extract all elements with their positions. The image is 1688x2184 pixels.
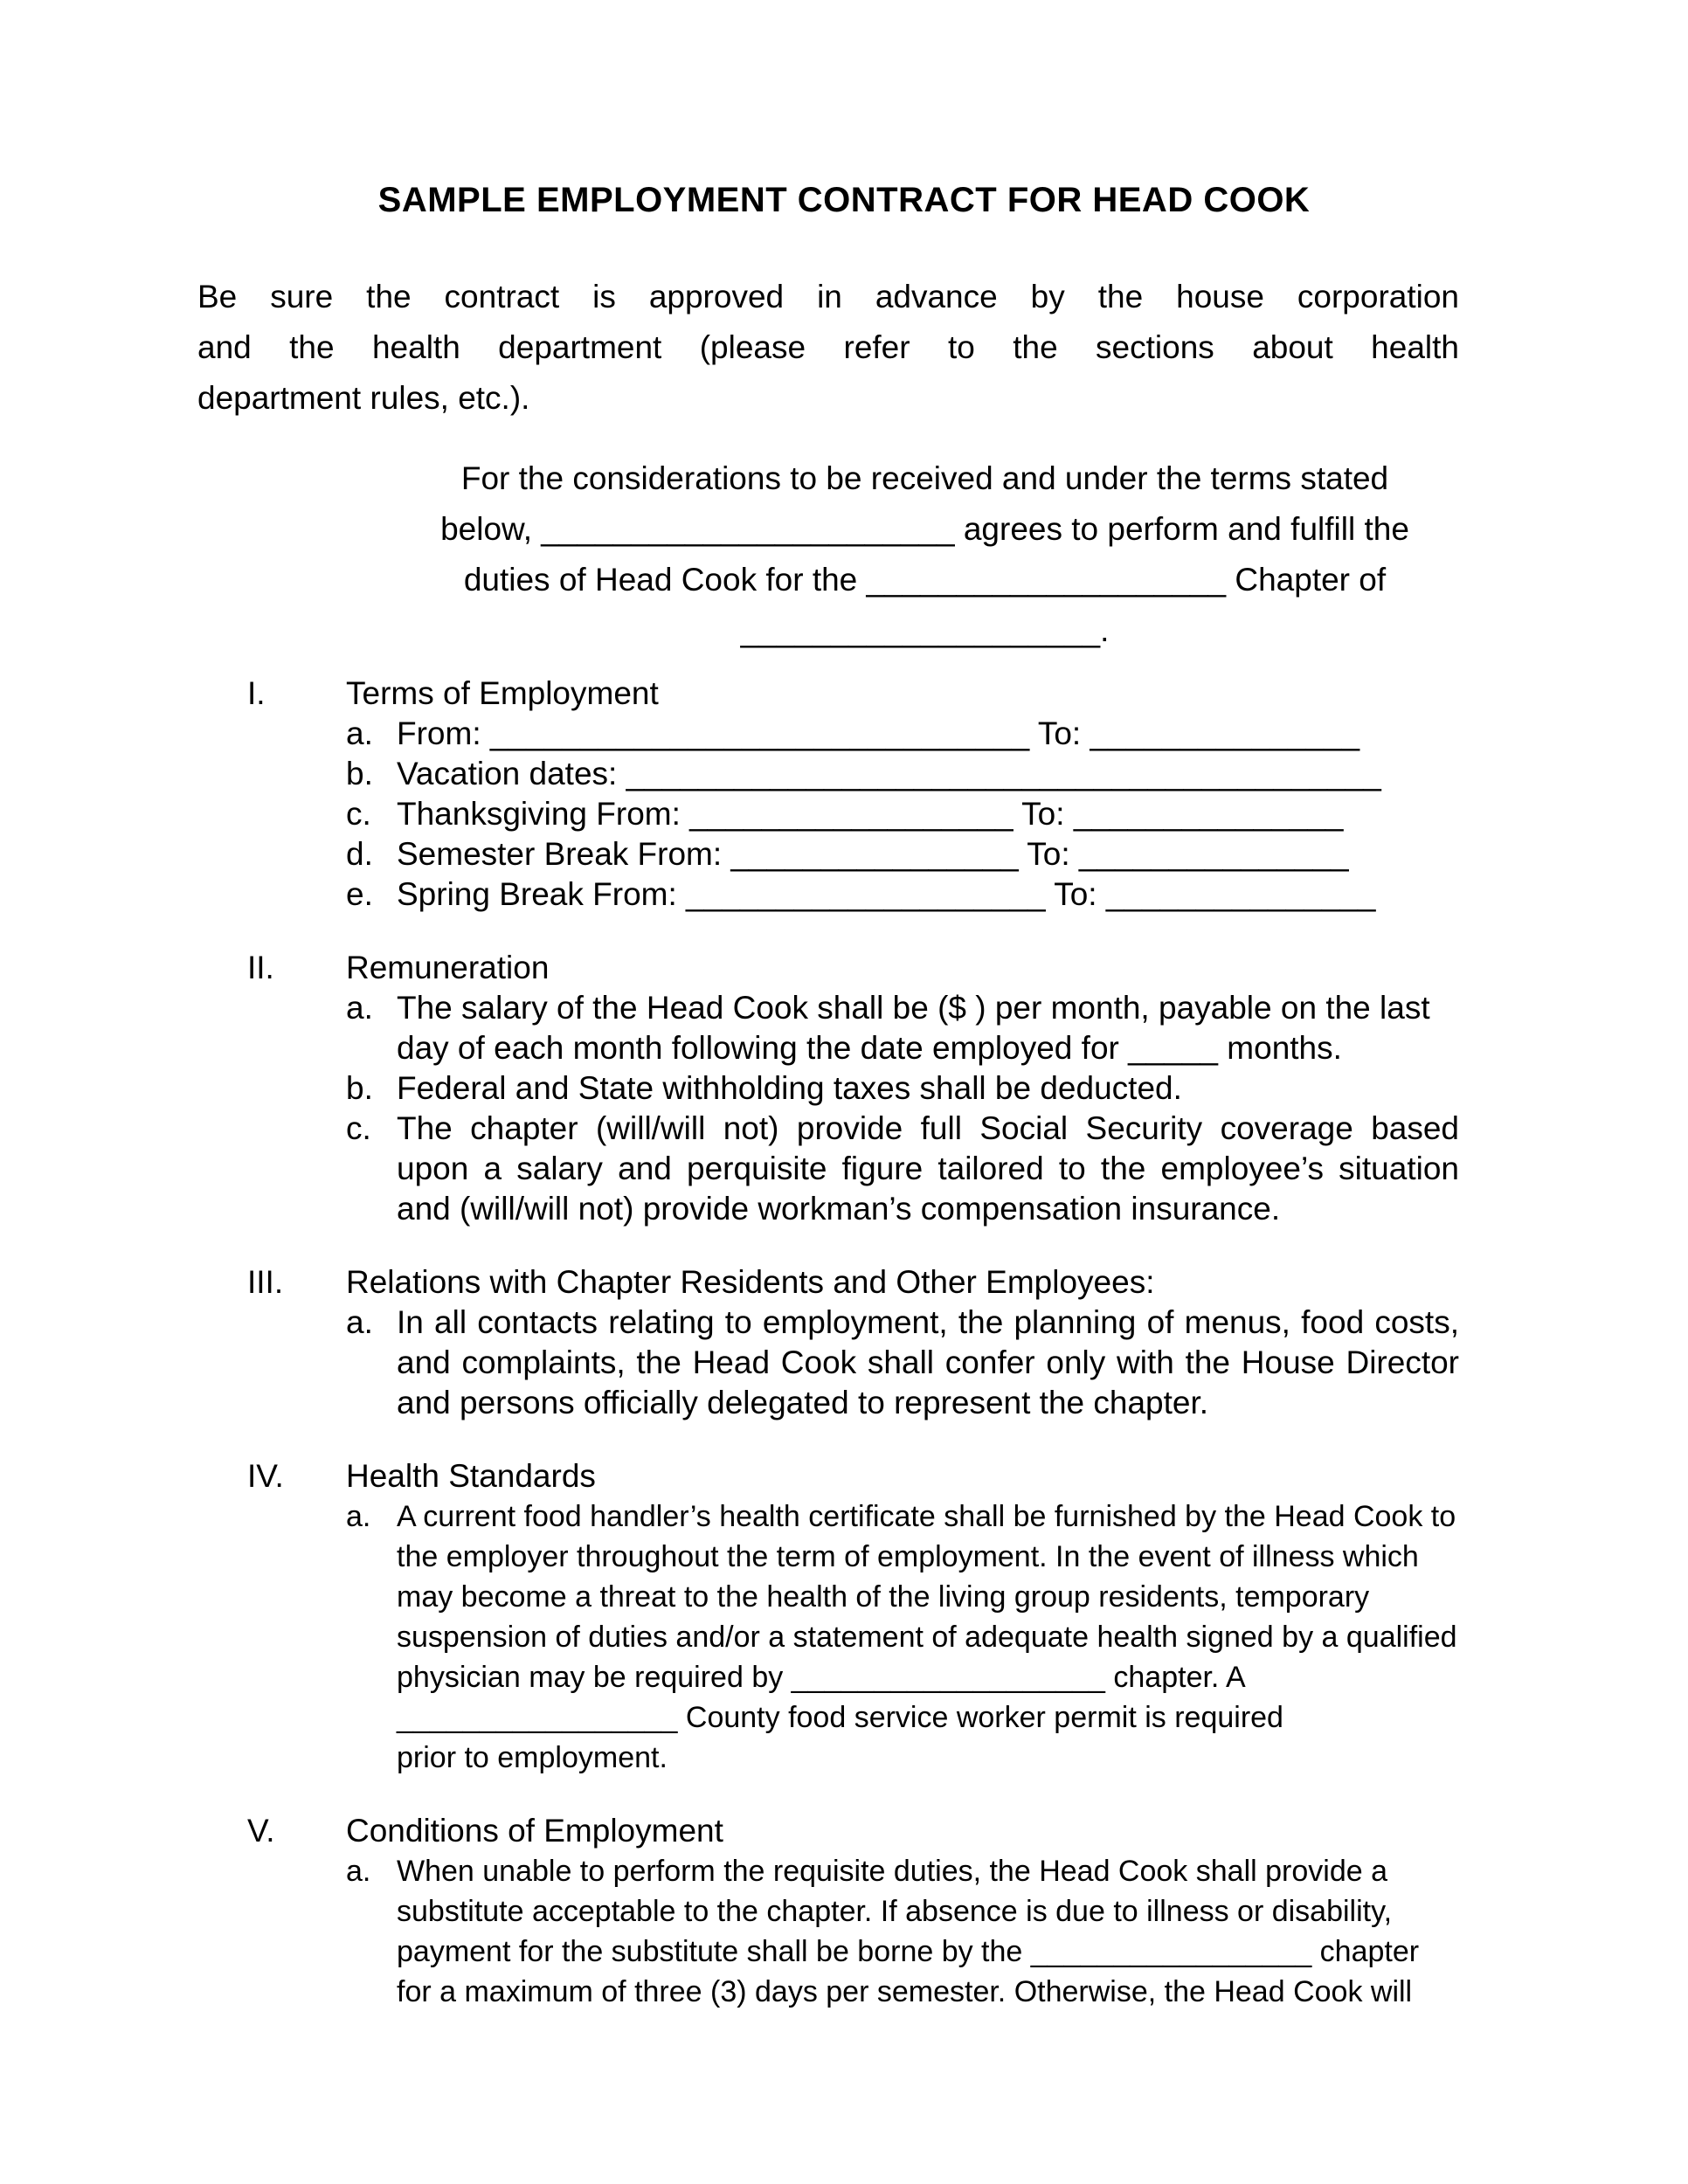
section-heading xyxy=(197,1456,1459,1496)
item-letter: a. xyxy=(346,1500,371,1533)
section-V xyxy=(197,1811,1459,2012)
list-item xyxy=(346,1109,1459,1229)
text-line: Federal and State withholding taxes shall be deducted. xyxy=(397,1070,1182,1106)
section-III xyxy=(197,1262,1459,1423)
list-item xyxy=(346,754,1459,794)
text-line: In all contacts relating to employment, the planning of menus, food costs, xyxy=(397,1304,1459,1340)
text-line: Vacation dates: __________________________________________ xyxy=(397,756,1381,791)
section-IV xyxy=(197,1456,1459,1778)
text-line: may become a threat to the health of the living group residents, temporary xyxy=(397,1580,1370,1614)
item-text xyxy=(397,1496,1459,1778)
document-title: SAMPLE EMPLOYMENT CONTRACT FOR HEAD COOK xyxy=(377,181,1311,219)
item-letter: a. xyxy=(346,990,373,1026)
section-items xyxy=(346,714,1459,915)
list-item xyxy=(346,988,1459,1068)
text-line: From: ______________________________ To: _______________ xyxy=(397,715,1360,751)
text-line: ____________________. xyxy=(740,612,1110,648)
item-text xyxy=(397,1851,1459,2012)
list-item xyxy=(346,714,1459,754)
section-title: Terms of Employment xyxy=(346,675,659,711)
text-line: day of each month following the date employed for _____ months. xyxy=(397,1030,1342,1066)
text-line: The chapter (will/will not) provide full Social Security coverage based xyxy=(397,1110,1459,1146)
section-heading xyxy=(197,1262,1459,1303)
text-line: and persons officially delegated to represent the chapter. xyxy=(397,1385,1209,1420)
text-line: physician may be required by ___________________ chapter. A xyxy=(397,1661,1246,1694)
item-text xyxy=(397,714,1459,754)
list-item xyxy=(346,1068,1459,1109)
text-line: payment for the substitute shall be borne by the _________________ chapter xyxy=(397,1935,1420,1968)
list-item xyxy=(346,834,1459,874)
text-line: duties of Head Cook for the ____________________ Chapter of xyxy=(463,562,1387,598)
preamble-paragraph xyxy=(385,453,1464,656)
list-item xyxy=(346,874,1459,915)
text-line: For the considerations to be received and under the terms stated xyxy=(460,460,1389,496)
text-line: department rules, etc.). xyxy=(197,380,530,416)
text-line: below, _______________________ agrees to perform and fulfill the xyxy=(440,511,1409,547)
section-title: Relations with Chapter Residents and Other Employees: xyxy=(346,1264,1155,1300)
section-II xyxy=(197,948,1459,1229)
section-items xyxy=(346,1851,1459,2012)
list-item xyxy=(346,1303,1459,1423)
section-title: Remuneration xyxy=(346,950,550,985)
list-item xyxy=(346,1496,1459,1778)
text-line: for a maximum of three (3) days per semester. Otherwise, the Head Cook will xyxy=(397,1975,1413,2008)
text-line: _________________ County food service worker permit is required xyxy=(397,1701,1283,1734)
text-line: Semester Break From: ________________ To: _______________ xyxy=(397,836,1349,872)
text-line: and complaints, the Head Cook shall confer only with the House Director xyxy=(397,1344,1459,1380)
section-numeral: V. xyxy=(247,1813,275,1849)
section-heading xyxy=(197,948,1459,988)
text-line: upon a salary and perquisite figure tailored to the employee’s situation xyxy=(397,1151,1459,1186)
item-letter: c. xyxy=(346,1110,371,1146)
item-text xyxy=(397,834,1459,874)
item-letter: e. xyxy=(346,876,373,912)
item-letter: a. xyxy=(346,1304,373,1340)
section-items xyxy=(346,1496,1459,1778)
text-line: A current food handler’s health certificate shall be furnished by the Head Cook to xyxy=(397,1500,1456,1533)
text-line: When unable to perform the requisite duties, the Head Cook shall provide a xyxy=(397,1855,1387,1888)
item-text xyxy=(397,874,1459,915)
text-line: Be sure the contract is approved in advance by the house corporation xyxy=(197,279,1459,314)
item-text xyxy=(397,988,1459,1068)
text-line: prior to employment. xyxy=(397,1741,668,1774)
section-heading xyxy=(197,674,1459,714)
section-title: Health Standards xyxy=(346,1458,596,1494)
section-numeral: I. xyxy=(247,675,266,711)
document-body xyxy=(197,272,1459,2012)
item-text xyxy=(397,754,1459,794)
list-item xyxy=(346,1851,1459,2012)
text-line: the employer throughout the term of employment. In the event of illness which xyxy=(397,1540,1419,1573)
item-letter: b. xyxy=(346,1070,373,1106)
item-letter: c. xyxy=(346,796,371,832)
text-line: suspension of duties and/or a statement of adequate health signed by a qualified xyxy=(397,1621,1457,1654)
section-I xyxy=(197,674,1459,915)
section-items xyxy=(346,1303,1459,1423)
item-text xyxy=(397,1068,1459,1109)
item-letter: a. xyxy=(346,715,373,751)
section-title: Conditions of Employment xyxy=(346,1813,723,1849)
section-numeral: IV. xyxy=(247,1458,284,1494)
sections xyxy=(197,674,1459,2012)
text-line: and the health department (please refer to the sections about health xyxy=(197,329,1459,365)
text-line: substitute acceptable to the chapter. If absence is due to illness or disability, xyxy=(397,1895,1393,1928)
list-item xyxy=(346,794,1459,834)
item-letter: a. xyxy=(346,1855,371,1888)
section-numeral: II. xyxy=(247,950,274,985)
section-numeral: III. xyxy=(247,1264,284,1300)
item-text xyxy=(397,1109,1459,1229)
item-text xyxy=(397,794,1459,834)
section-heading xyxy=(197,1811,1459,1851)
text-line: Spring Break From: ____________________ To: _______________ xyxy=(397,876,1376,912)
item-text xyxy=(397,1303,1459,1423)
item-letter: b. xyxy=(346,756,373,791)
text-line: The salary of the Head Cook shall be ($ ) per month, payable on the last xyxy=(397,990,1430,1026)
item-letter: d. xyxy=(346,836,373,872)
text-line: and (will/will not) provide workman’s compensation insurance. xyxy=(397,1191,1281,1227)
text-line: Thanksgiving From: __________________ To: _______________ xyxy=(397,796,1344,832)
section-items xyxy=(346,988,1459,1229)
intro-paragraph xyxy=(197,272,1459,424)
